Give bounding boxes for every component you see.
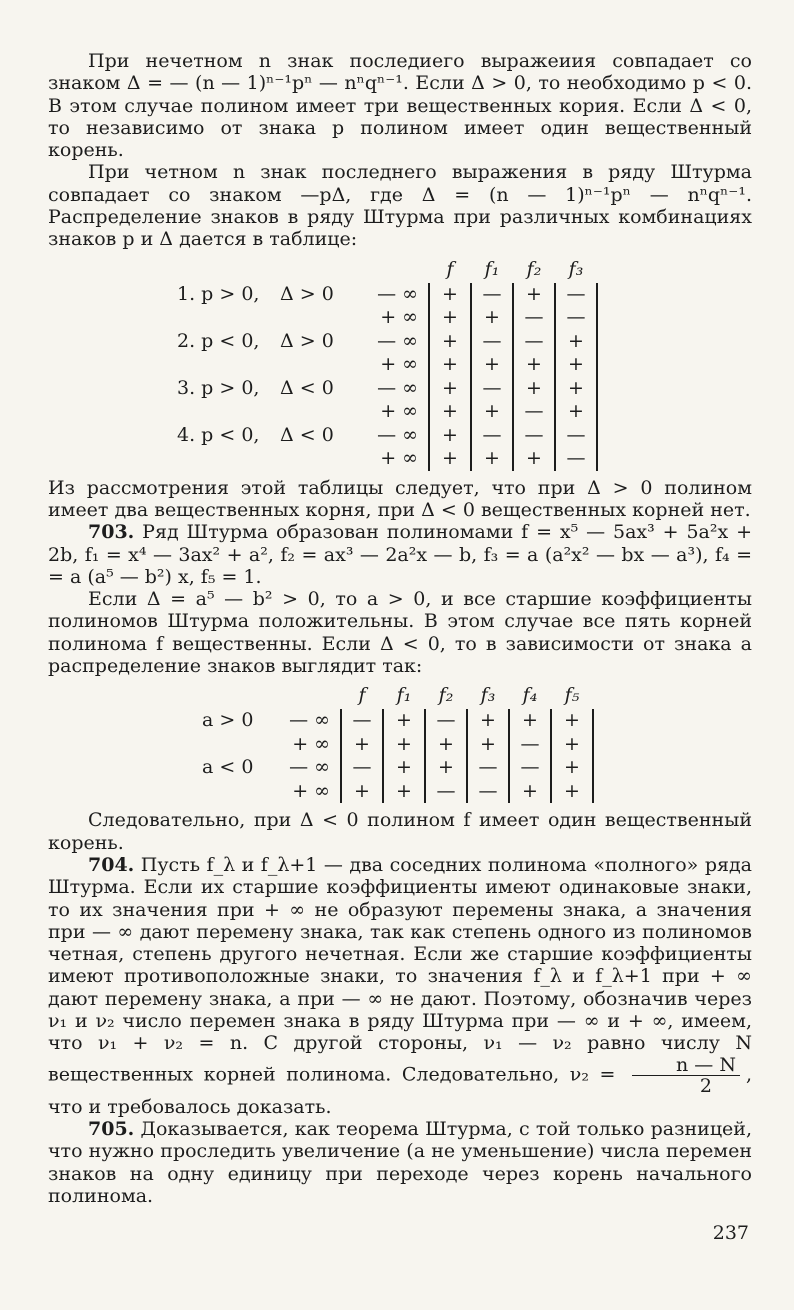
sign-cell: + (551, 756, 593, 780)
table1-row-condition: Δ > 0 (280, 282, 334, 305)
sign-cell: + (383, 780, 425, 804)
table1-header (173, 255, 597, 283)
table1-row-label: 1. p > 0, (177, 282, 260, 305)
table1-row-label: 2. p < 0, (177, 329, 260, 352)
sign-cell: + (551, 709, 593, 733)
sign-cell: — (513, 400, 555, 424)
page-body (48, 50, 752, 1207)
table1-header-f1: f₁ (484, 257, 500, 280)
table1-row (173, 400, 597, 424)
sign-cell: + (471, 353, 513, 377)
sign-cell: + (555, 330, 597, 354)
sign-cell: + (383, 733, 425, 757)
sign-cell: + (513, 447, 555, 471)
table1-row (173, 424, 597, 448)
sign-cell: + (467, 733, 509, 757)
sturm-sign-table-1 (173, 255, 598, 471)
sign-cell: + (513, 353, 555, 377)
table1-row-infinity: — ∞ (377, 282, 418, 305)
sign-cell: + (429, 377, 471, 401)
table1-row-infinity: + ∞ (380, 447, 418, 470)
table2-header-f2: f₂ (438, 684, 454, 707)
table1-row (173, 377, 597, 401)
table2-header-f: f (358, 684, 366, 707)
page-number: 237 (712, 1222, 749, 1244)
formula-fraction (632, 1055, 740, 1096)
table1-row (173, 447, 597, 471)
sign-cell: — (467, 756, 509, 780)
sign-cell: + (555, 353, 597, 377)
paragraph-odd-n: При нечетном n знак последиего выражеиия совпадает со знаком Δ = — (n — 1)ⁿ⁻¹pⁿ — nⁿqⁿ⁻¹. Если Δ > 0, то необходимо p < 0. В этом случае полином имеет три вещественных кория. Если Δ < 0, то независимо от знака p полином имеет один вещественный корень. (48, 50, 752, 162)
paragraph-conclusion: Из рассмотрения этой таблицы следует, что при Δ > 0 полином имеет два вещественных корня, при Δ < 0 вещественных корней нет. (48, 476, 752, 521)
sign-cell: + (513, 377, 555, 401)
table2-header (198, 681, 593, 709)
table2-header-f1: f₁ (396, 684, 412, 707)
table1-row-condition: Δ < 0 (280, 376, 334, 399)
table1-row-infinity: + ∞ (380, 353, 418, 376)
sign-cell: + (429, 306, 471, 330)
table1-row-condition (276, 306, 359, 330)
sign-cell: — (509, 733, 551, 757)
problem-704-text: Пусть f_λ и f_λ+1 — два соседних полинома «полного» ряда Штурма. Если их старшие коэффициенты имеют одинаковые знаки, то их значения при + ∞ не образуют перемены знака, а значения при — ∞ дают перемену знака, так как степень одного из полиномов четная, степень другого нечетная. Если же старшие коэффициенты имеют противоположные знаки, то значения f_λ и f_λ+1 при + ∞ дают перемену знака, а при — ∞ не дают. Поэтому, обозначив через ν₁ и ν₂ число перемен знака в ряду Штурма при — ∞ и + ∞, имеем, что ν₁ + ν₂ = n. С другой стороны, ν₁ — ν₂ равно числу N вещественных корней полинома. Следовательно, (48, 853, 752, 1086)
sign-cell: — (341, 709, 383, 733)
sign-cell: — (555, 424, 597, 448)
formula-lhs: ν₂ = (569, 1063, 616, 1086)
table1-row-condition: Δ > 0 (280, 329, 334, 352)
problem-705-text: Доказывается, как теорема Штурма, с той только разницей, что нужно проследить увеличение (а не уменьшение) числа перемен знаков на одну единицу при переходе через корень начального полинома. (48, 1117, 752, 1207)
sign-cell: — (341, 756, 383, 780)
sign-cell: — (471, 424, 513, 448)
sign-cell: + (555, 377, 597, 401)
sign-cell: + (383, 756, 425, 780)
sign-cell: + (425, 756, 467, 780)
sign-cell: + (429, 330, 471, 354)
table2-header-f3: f₃ (480, 684, 496, 707)
table1-row-label (173, 447, 276, 471)
problem-703-number: 703. (88, 521, 135, 544)
problem-704-number: 704. (88, 853, 135, 876)
table1-row-label: 4. p < 0, (177, 423, 260, 446)
sign-cell: — (555, 447, 597, 471)
table1-row-label (173, 400, 276, 424)
sign-cell: + (429, 283, 471, 307)
table2-row-label (198, 780, 266, 804)
problem-703-text: Ряд Штурма образован полиномами f = x⁵ — 5ax³ + 5a²x + 2b, f₁ = x⁴ — 3ax² + a², f₂ = ax³ — 2a²x — b, f₃ = a (a²x² — bx — a³), f₄ = = a (a⁵ — b²) x, f₅ = 1. (48, 521, 752, 588)
sign-cell: + (341, 780, 383, 804)
table1-row-infinity: + ∞ (380, 400, 418, 423)
table2-header-f5: f₅ (564, 684, 580, 707)
problem-705 (48, 1118, 752, 1207)
table1-row-condition (276, 353, 359, 377)
sign-cell: + (429, 424, 471, 448)
sign-cell: + (551, 733, 593, 757)
table1-row-label (173, 353, 276, 377)
sign-cell: — (425, 709, 467, 733)
table2-row (198, 709, 593, 733)
formula-denominator: 2 (699, 1074, 713, 1097)
table1-header-f2: f₂ (526, 257, 542, 280)
sign-cell: + (551, 780, 593, 804)
table2-row-label (198, 733, 266, 757)
table2-row-infinity: + ∞ (292, 732, 330, 755)
sign-cell: — (471, 283, 513, 307)
table1-header-f: f (446, 257, 454, 280)
sign-cell: — (555, 283, 597, 307)
table1-row-label: 3. p > 0, (177, 376, 260, 399)
sign-cell: + (471, 400, 513, 424)
table1-row-infinity: — ∞ (377, 376, 418, 399)
paragraph-even-n: При четном n знак последнего выражения в ряду Штурма совпадает со знаком —pΔ, где Δ = (n — 1)ⁿ⁻¹pⁿ — nⁿqⁿ⁻¹. Распределение знаков в ряду Штурма при различных комбинациях знаков p и Δ дается в таблице: (48, 161, 752, 251)
table1-row-condition (276, 400, 359, 424)
table1-row-condition: Δ < 0 (280, 423, 334, 446)
table2-row-label: a > 0 (202, 709, 254, 732)
paragraph-one-root: Следовательно, при Δ < 0 полином f имеет один вещественный корень. (48, 809, 752, 854)
sign-cell: — (509, 756, 551, 780)
sign-cell: — (471, 377, 513, 401)
sign-cell: + (513, 283, 555, 307)
table2-header-f4: f₄ (522, 684, 538, 707)
sign-cell: + (509, 709, 551, 733)
sign-cell: + (555, 400, 597, 424)
table1-row (173, 306, 597, 330)
sign-cell: + (429, 400, 471, 424)
sign-cell: — (513, 330, 555, 354)
problem-703-cont: Если Δ = a⁵ — b² > 0, то a > 0, и все старшие коэффициенты полиномов Штурма положительны. В этом случае все пять корней полинома f вещественны. Если Δ < 0, то в зависимости от знака a распределение знаков выглядит так: (48, 588, 752, 678)
table2-row-infinity: — ∞ (289, 756, 330, 779)
problem-704-tail: , что и требовалось доказать. (48, 1063, 752, 1118)
sign-cell: — (471, 330, 513, 354)
sign-cell: + (429, 447, 471, 471)
table1-row (173, 353, 597, 377)
sign-cell: + (383, 709, 425, 733)
sign-cell: + (341, 733, 383, 757)
table2-row-infinity: + ∞ (292, 779, 330, 802)
sign-cell: — (513, 424, 555, 448)
problem-703 (48, 521, 752, 588)
table1-row-infinity: — ∞ (377, 329, 418, 352)
formula-numerator: n — N (632, 1055, 740, 1076)
table1-row (173, 283, 597, 307)
problem-705-number: 705. (88, 1117, 135, 1140)
sign-cell: + (429, 353, 471, 377)
table1-row (173, 330, 597, 354)
table1-row-infinity: + ∞ (380, 306, 418, 329)
table2-row (198, 733, 593, 757)
sign-cell: + (471, 306, 513, 330)
table2-row-label: a < 0 (202, 756, 254, 779)
table1-row-infinity: — ∞ (377, 423, 418, 446)
table2-row-infinity: — ∞ (289, 709, 330, 732)
problem-704 (48, 854, 752, 1118)
sign-cell: — (555, 306, 597, 330)
sign-cell: + (425, 733, 467, 757)
table2-row (198, 780, 593, 804)
table1-row-label (173, 306, 276, 330)
sign-cell: — (513, 306, 555, 330)
sign-cell: + (467, 709, 509, 733)
table1-header-f3: f₃ (568, 257, 584, 280)
sign-cell: + (471, 447, 513, 471)
table2-row (198, 756, 593, 780)
table1-row-condition (276, 447, 359, 471)
sign-cell: — (425, 780, 467, 804)
sign-cell: + (509, 780, 551, 804)
sign-cell: — (467, 780, 509, 804)
sturm-sign-table-2 (198, 681, 594, 803)
